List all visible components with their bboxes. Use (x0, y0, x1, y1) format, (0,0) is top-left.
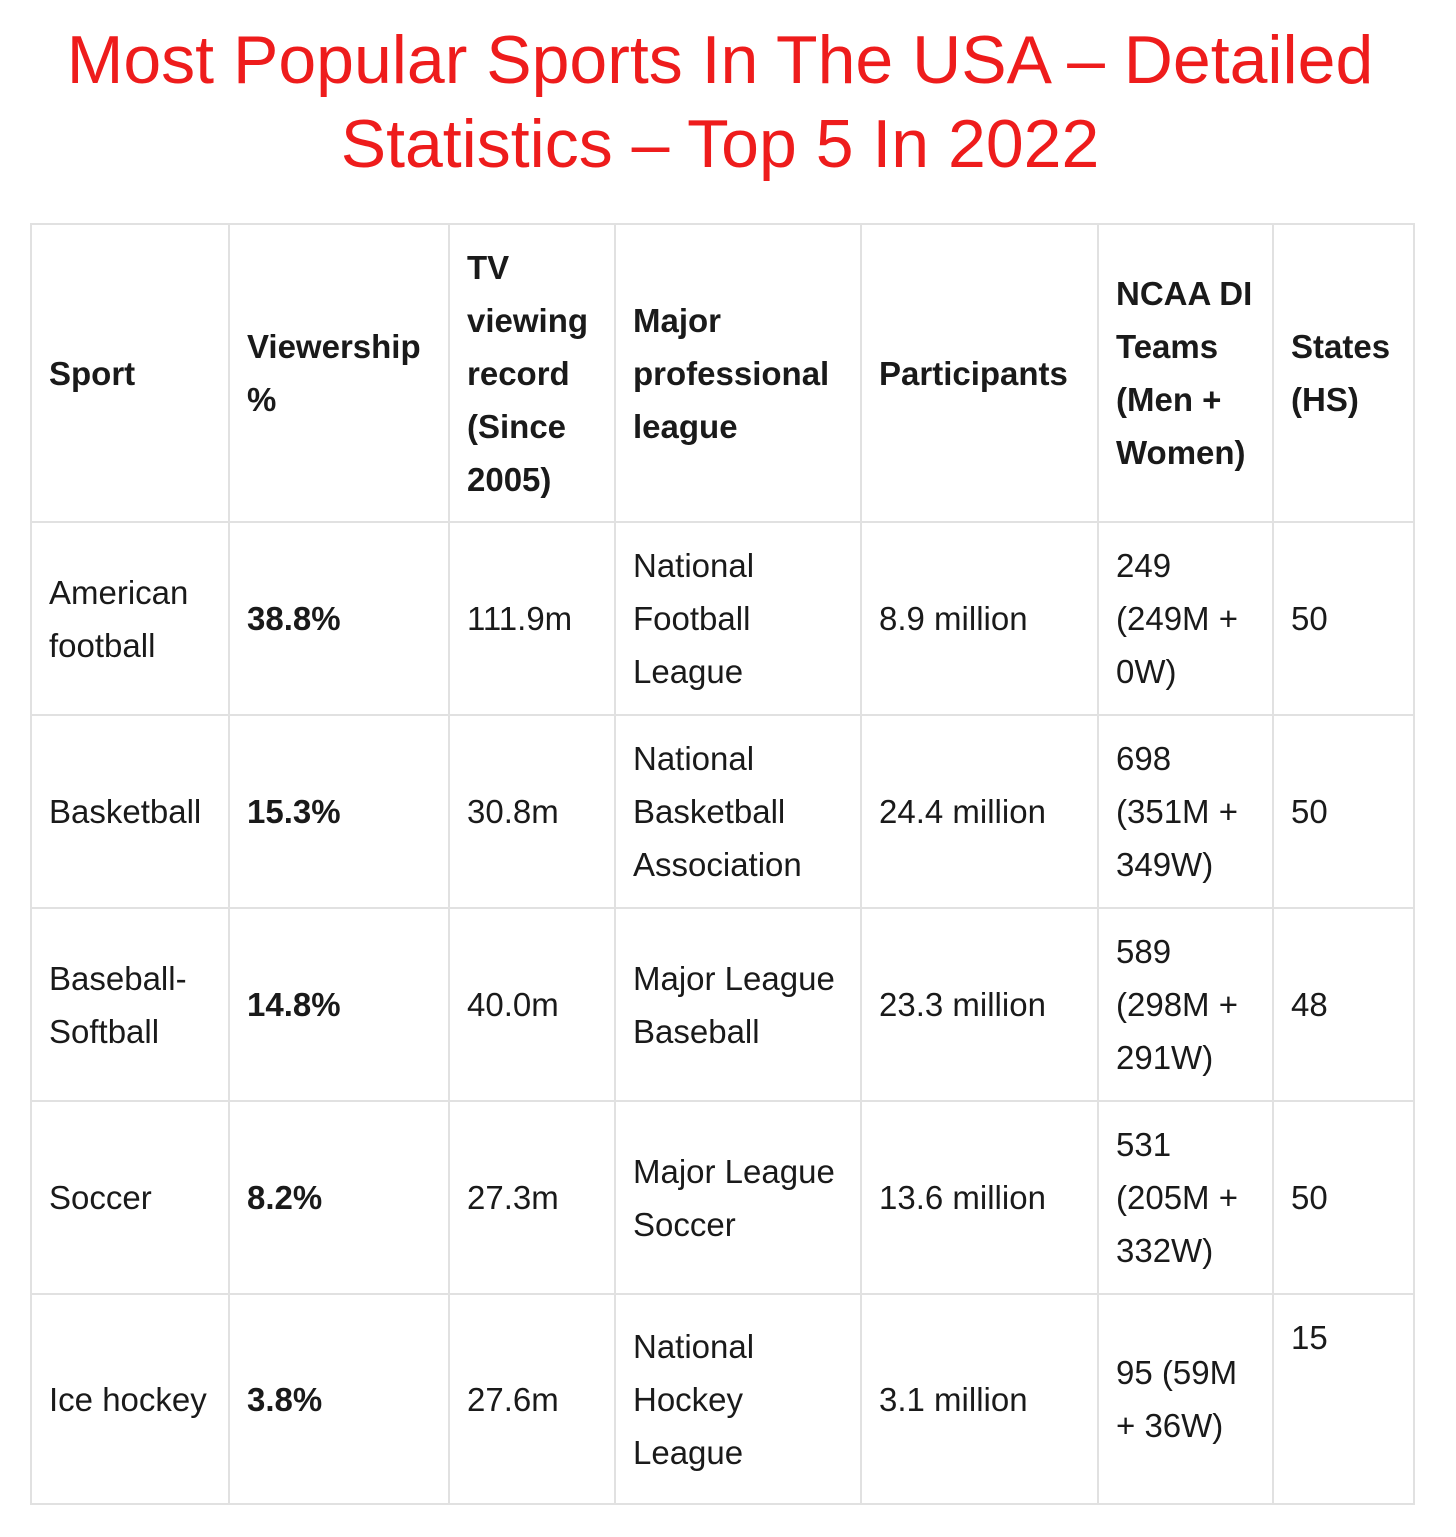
cell-participants: 24.4 million (861, 715, 1098, 908)
cell-sport: Basketball (31, 715, 229, 908)
cell-states: 15 (1273, 1294, 1414, 1504)
cell-viewership: 8.2% (229, 1101, 449, 1294)
cell-participants: 23.3 million (861, 908, 1098, 1101)
header-sport: Sport (31, 224, 229, 522)
cell-participants: 8.9 million (861, 522, 1098, 715)
table-row (31, 908, 1414, 1101)
cell-tv-viewing-record: 27.6m (449, 1294, 615, 1504)
cell-major-league: National Basketball Association (615, 715, 861, 908)
cell-participants: 3.1 million (861, 1294, 1098, 1504)
cell-viewership: 38.8% (229, 522, 449, 715)
cell-tv-viewing-record: 40.0m (449, 908, 615, 1101)
cell-major-league: Major League Soccer (615, 1101, 861, 1294)
table-row (31, 1294, 1414, 1504)
cell-states: 50 (1273, 1101, 1414, 1294)
table-row (31, 715, 1414, 908)
cell-tv-viewing-record: 27.3m (449, 1101, 615, 1294)
cell-participants: 13.6 million (861, 1101, 1098, 1294)
header-major-league: Major professional league (615, 224, 861, 522)
cell-major-league: Major League Baseball (615, 908, 861, 1101)
page-title: Most Popular Sports In The USA – Detailed Statistics – Top 5 In 2022 (66, 22, 1374, 182)
cell-states: 48 (1273, 908, 1414, 1101)
cell-major-league: National Hockey League (615, 1294, 861, 1504)
cell-ncaa-teams: 589 (298M + 291W) (1098, 908, 1273, 1101)
cell-sport: American football (31, 522, 229, 715)
cell-states: 50 (1273, 522, 1414, 715)
cell-viewership: 15.3% (229, 715, 449, 908)
sports-statistics-table (30, 223, 1415, 1505)
cell-major-league: National Football League (615, 522, 861, 715)
cell-ncaa-teams: 698 (351M + 349W) (1098, 715, 1273, 908)
table-row (31, 522, 1414, 715)
cell-viewership: 14.8% (229, 908, 449, 1101)
header-states: States (HS) (1273, 224, 1414, 522)
cell-ncaa-teams: 95 (59M + 36W) (1098, 1294, 1273, 1504)
table-row (31, 1101, 1414, 1294)
table-header-row (31, 224, 1414, 522)
cell-tv-viewing-record: 30.8m (449, 715, 615, 908)
cell-viewership: 3.8% (229, 1294, 449, 1504)
cell-sport: Baseball-Softball (31, 908, 229, 1101)
cell-states: 50 (1273, 715, 1414, 908)
header-participants: Participants (861, 224, 1098, 522)
header-viewership: Viewership % (229, 224, 449, 522)
header-ncaa-teams: NCAA DI Teams (Men + Women) (1098, 224, 1273, 522)
header-tv-viewing-record: TV viewing record (Since 2005) (449, 224, 615, 522)
cell-ncaa-teams: 249 (249M + 0W) (1098, 522, 1273, 715)
cell-sport: Soccer (31, 1101, 229, 1294)
cell-ncaa-teams: 531 (205M + 332W) (1098, 1101, 1273, 1294)
cell-tv-viewing-record: 111.9m (449, 522, 615, 715)
cell-sport: Ice hockey (31, 1294, 229, 1504)
